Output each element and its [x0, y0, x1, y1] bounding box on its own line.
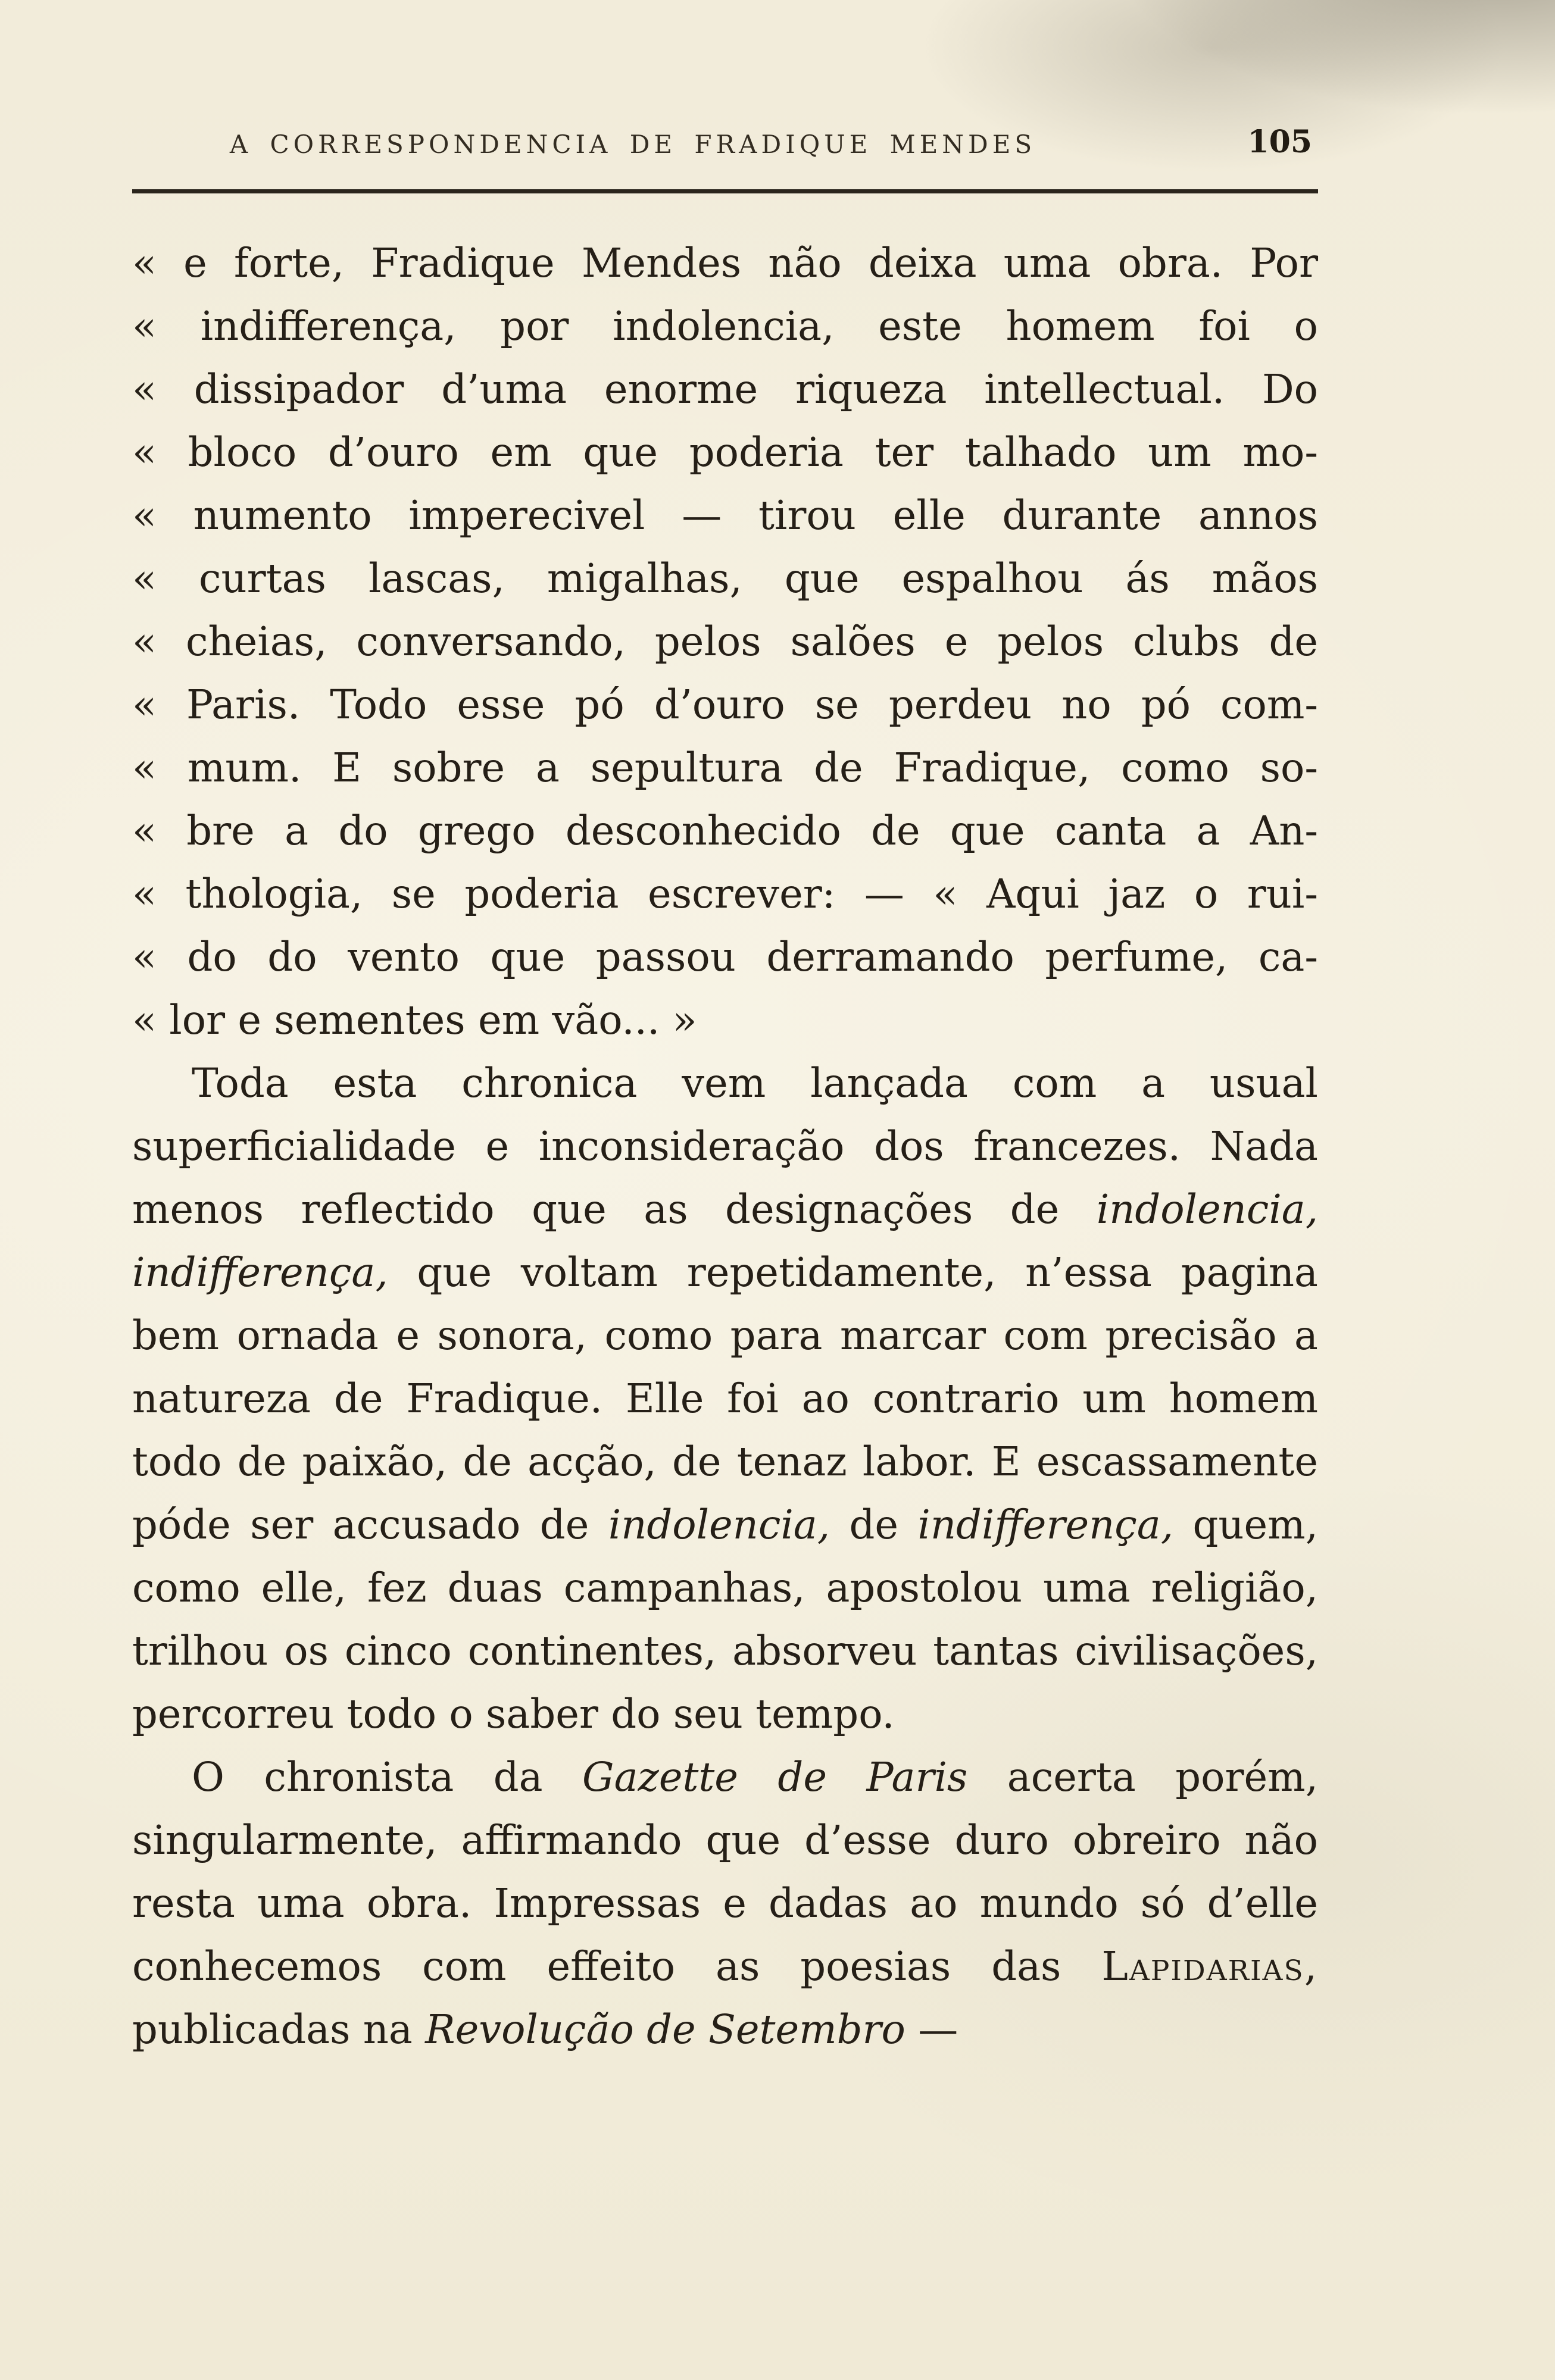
- page-header: [132, 124, 1318, 174]
- italic-run: indifferença,: [917, 1502, 1174, 1548]
- quote-line: « lor e sementes em vão... »: [132, 997, 697, 1043]
- text-run: publicadas na: [132, 2006, 426, 2053]
- quote-line: « cheias, conversando, pelos salões e pelos clubs de: [132, 618, 1318, 665]
- quote-line: « bloco d’ouro em que poderia ter talhado um mo-: [132, 429, 1318, 476]
- quote-line: « numento imperecivel — tirou elle durante annos: [132, 492, 1318, 539]
- page-number: 105: [1247, 124, 1312, 160]
- text-run: O chronista da: [192, 1754, 583, 1800]
- quote-block: [132, 232, 1318, 1052]
- text-run: acerta porém, singularmente, affirmando que d’esse duro obreiro não resta uma obra. Impressas e dadas ao mundo só d’elle conhecemos com effeito as poesias das: [132, 1754, 1318, 1990]
- page-body: [132, 232, 1318, 2061]
- quote-line: « indifferença, por indolencia, este homem foi o: [132, 303, 1318, 349]
- text-run: que voltam repetidamente, n’essa pagina bem ornada e sonora, como para marcar com precisão a natureza de Fradique. Elle foi ao contrario um homem todo de paixão, de acção, de tenaz labor. E escassamente póde ser accusado de: [132, 1249, 1318, 1548]
- quote-line: « curtas lascas, migalhas, que espalhou ás mãos: [132, 555, 1318, 602]
- quote-line: « do do vento que passou derramando perfume, ca-: [132, 934, 1318, 980]
- header-rule: [132, 189, 1318, 193]
- quote-line: « e forte, Fradique Mendes não deixa uma obra. Por: [132, 240, 1318, 286]
- quote-line: « mum. E sobre a sepultura de Fradique, como so-: [132, 745, 1318, 791]
- quote-line: « bre a do grego desconhecido de que canta a An-: [132, 808, 1318, 854]
- paragraph-chronica: [132, 1052, 1318, 1746]
- page-content: [132, 124, 1318, 2061]
- quote-line: « dissipador d’uma enorme riqueza intellectual. Do: [132, 366, 1318, 412]
- smallcaps-run: Lapidarias,: [1101, 1943, 1318, 1990]
- text-run: —: [905, 2006, 958, 2053]
- italic-run: indolencia, indifferença,: [132, 1186, 1318, 1296]
- text-run: quem, como elle, fez duas campanhas, apostolou uma religião, trilhou os cinco continentes, absorveu tantas civilisações, percorreu todo o saber do seu tempo.: [132, 1502, 1318, 1737]
- paragraph-chronista: [132, 1746, 1318, 2061]
- italic-run: Gazette de Paris: [582, 1754, 968, 1800]
- running-title: A CORRESPONDENCIA DE FRADIQUE MENDES: [229, 130, 1036, 159]
- text-run: Toda esta chronica vem lançada com a usual superficialidade e inconsideração dos francezes. Nada menos reflectido que as designações de: [132, 1060, 1318, 1233]
- quote-line: « thologia, se poderia escrever: — « Aqui jaz o rui-: [132, 871, 1318, 917]
- text-run: de: [830, 1502, 918, 1548]
- italic-run: indolencia,: [608, 1502, 830, 1548]
- quote-line: « Paris. Todo esse pó d’ouro se perdeu no pó com-: [132, 681, 1318, 728]
- italic-run: Revolução de Setembro: [425, 2006, 905, 2053]
